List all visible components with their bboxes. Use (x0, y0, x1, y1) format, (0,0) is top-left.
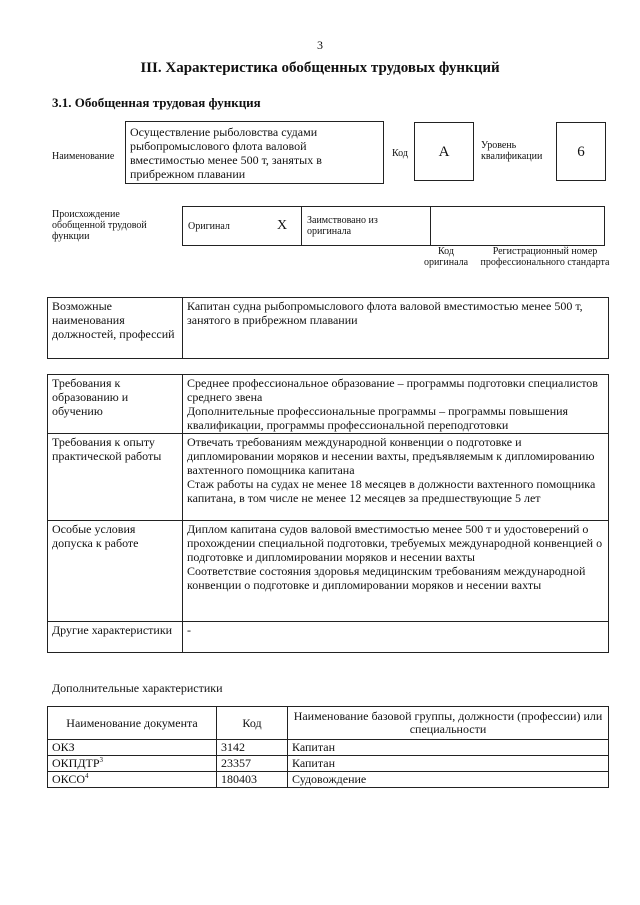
education-line: Дополнительные профессиональные программы – программы повышения квалификации, программы профессиональной переподготовки (187, 404, 569, 432)
row-doc: ОКЗ (48, 740, 217, 756)
additional-table (47, 706, 609, 788)
row-name: Судовождение (288, 772, 609, 788)
row-name: Капитан (288, 740, 609, 756)
table-row (48, 756, 609, 772)
section-title: III. Характеристика обобщенных трудовых функций (140, 60, 500, 76)
positions-label: Возможные наименования должностей, профессий (48, 298, 183, 359)
requirement-row (48, 375, 609, 434)
function-name-box (125, 121, 384, 184)
experience-line: Отвечать требованиям международной конвенции о подготовке и дипломировании моряков и несении вахты, предъявляемым к дипломированию вахтенного помощника капитана (187, 435, 595, 477)
experience-label: Требования к опыту практической работы (48, 434, 183, 521)
additional-title: Дополнительные характеристики (52, 681, 223, 695)
page-number: 3 (317, 38, 323, 52)
subsection-title: 3.1. Обобщенная трудовая функция (52, 95, 261, 110)
code-value: А (438, 144, 450, 160)
admission-line: Соответствие состояния здоровья медицинским требованиям международной конвенции о подготовке и дипломировании моряков и несении вахты (187, 564, 586, 592)
origin-box (182, 206, 605, 246)
admission-line: Диплом капитана судов валовой вместимостью менее 500 т и удостоверений о прохождении специальной подготовки, требуемых международной конвенцией о подготовке и дипломировании моряков и несении вахты (187, 522, 603, 564)
row-name: Капитан (288, 756, 609, 772)
other-label: Другие характеристики (48, 622, 183, 653)
level-value: 6 (577, 144, 585, 160)
requirement-row (48, 434, 609, 521)
name-label: Наименование (52, 151, 115, 162)
reg-number-caption: Регистрационный номер профессионального стандарта (480, 246, 610, 268)
education-label: Требования к образованию и обучению (48, 375, 183, 434)
table-row (48, 772, 609, 788)
table-row (48, 740, 609, 756)
row-code: 180403 (217, 772, 288, 788)
row-doc: ОКПДТР$^3$ (48, 756, 217, 772)
requirement-row (48, 521, 609, 622)
footnote-mark: 3 (99, 756, 104, 764)
code-box (414, 122, 474, 181)
code-label: Код (392, 148, 408, 159)
header-code: Код (217, 707, 288, 740)
row-doc: ОКСО$^4$ (48, 772, 217, 788)
admission-label: Особые условия допуска к работе (48, 521, 183, 622)
header-doc: Наименование документа (48, 707, 217, 740)
footnote-mark: 4 (85, 772, 89, 780)
requirements-table (47, 374, 609, 653)
experience-line: Стаж работы на судах не менее 18 месяцев в должности вахтенного помощника капитана, в том числе не менее 12 месяцев за предшествующие 5 лет (187, 477, 596, 505)
positions-value: Капитан судна рыбопромыслового флота валовой вместимостью менее 500 т, занятого в прибрежном плавании (183, 298, 609, 359)
positions-table (47, 297, 609, 359)
original-label: Оригинал (188, 221, 230, 232)
row-code: 3142 (217, 740, 288, 756)
borrowed-label: Заимствовано из оригинала (307, 215, 378, 237)
level-label: Уровень квалификации (481, 140, 543, 162)
other-line: - (187, 623, 191, 637)
origin-label: Происхождение обобщенной трудовой функции (52, 209, 147, 242)
education-line: Среднее профессиональное образование – программы подготовки специалистов среднего звена (187, 376, 598, 404)
requirement-row (48, 622, 609, 653)
table-header-row (48, 707, 609, 740)
row-code: 23357 (217, 756, 288, 772)
header-name: Наименование базовой группы, должности (профессии) или специальности (288, 707, 609, 740)
function-name-value: Осуществление рыболовства судами рыбопромыслового флота валовой вместимостью менее 500 т, занятых в прибрежном плавании (130, 125, 322, 181)
code-original-caption: Код оригинала (423, 246, 469, 268)
original-mark: X (277, 218, 288, 233)
level-box (556, 122, 606, 181)
